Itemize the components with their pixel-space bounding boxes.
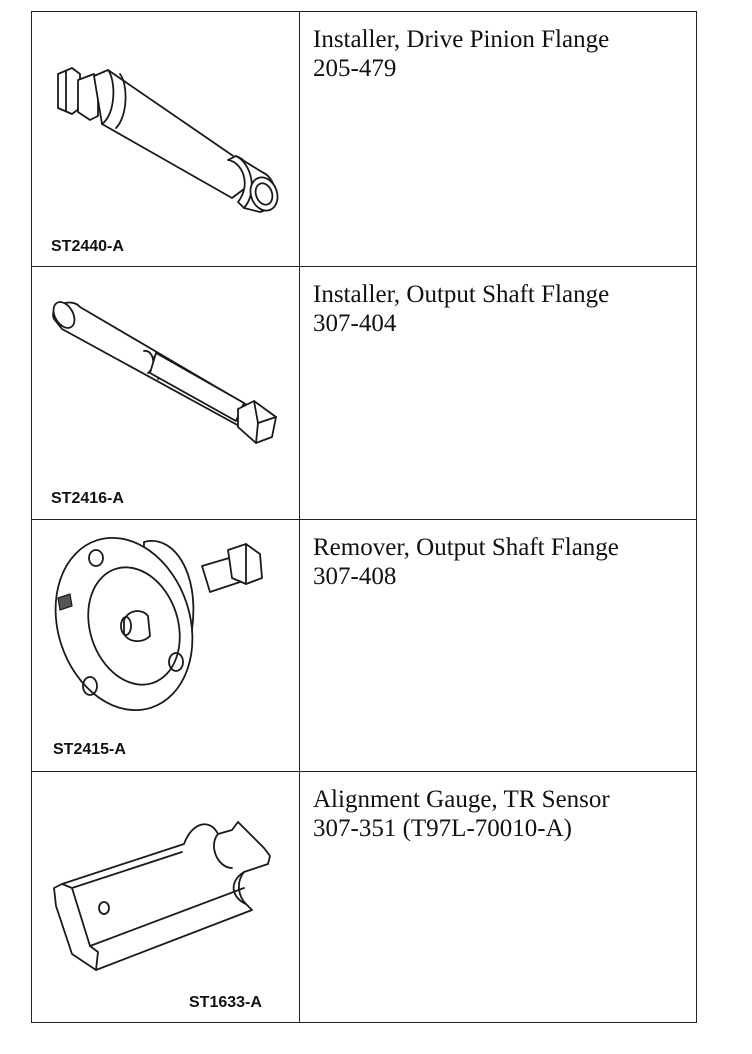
- drive-pinion-flange-installer-icon: [32, 12, 299, 266]
- tool-illustration-cell: [32, 267, 300, 520]
- tool-number: 307-351 (T97L-70010-A): [313, 815, 572, 842]
- illustration-code: ST1633-A: [189, 994, 262, 1011]
- tool-illustration-cell: [32, 12, 300, 267]
- tool-description-cell: [300, 772, 696, 1022]
- illustration-code: ST2440-A: [51, 238, 124, 255]
- tool-description-cell: [300, 520, 696, 772]
- tool-number: 307-408: [313, 563, 397, 590]
- output-shaft-flange-installer-icon: [32, 267, 299, 519]
- tool-description-cell: [300, 267, 696, 520]
- tool-name: Remover, Output Shaft Flange: [313, 534, 619, 561]
- tool-number: 205-479: [313, 55, 397, 82]
- illustration-code: ST2416-A: [51, 490, 124, 507]
- tool-number: 307-404: [313, 310, 397, 337]
- tool-illustration-cell: [32, 772, 300, 1022]
- tool-name: Installer, Output Shaft Flange: [313, 281, 610, 308]
- tool-illustration-cell: [32, 520, 300, 772]
- tool-name: Installer, Drive Pinion Flange: [313, 26, 610, 53]
- tool-description-cell: [300, 12, 696, 267]
- tool-name: Alignment Gauge, TR Sensor: [313, 786, 610, 813]
- illustration-code: ST2415-A: [53, 741, 126, 758]
- output-shaft-flange-remover-icon: [32, 520, 299, 771]
- tr-sensor-alignment-gauge-icon: [32, 772, 299, 1022]
- special-tools-table: [31, 11, 697, 1023]
